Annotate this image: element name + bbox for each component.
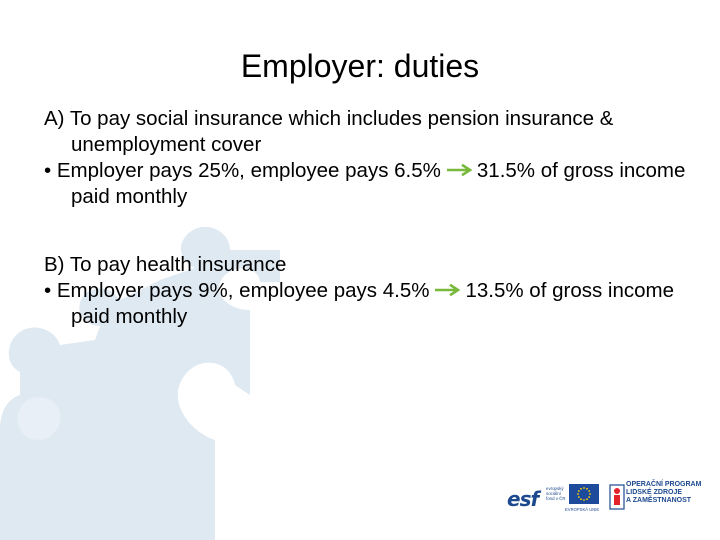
paragraph-a-text: A) To pay social insurance which includes pension insurance & unemployment cover: [44, 107, 614, 156]
spacer: [44, 210, 704, 252]
esf-subtext-line: sociální: [546, 491, 561, 496]
right-arrow-icon: [435, 284, 461, 296]
slide-body: [44, 106, 704, 330]
esf-logo-word: esf: [507, 487, 539, 511]
op-logo-line: OPERAČNÍ PROGRAM: [626, 481, 702, 488]
funding-logos: [506, 478, 720, 518]
paragraph-b: [44, 252, 704, 278]
slide-title: Employer: duties: [240, 48, 480, 84]
op-logo-line: A ZAMĚSTNANOST: [626, 497, 692, 504]
esf-logo-subtext: [546, 486, 566, 501]
eu-flag-icon: [569, 484, 599, 504]
paragraph-b-text: B) To pay health insurance: [44, 253, 287, 276]
esf-subtext-line: fond v ČR: [546, 496, 566, 501]
esf-logo: [506, 482, 568, 514]
bullet-a: [44, 158, 704, 210]
bullet-b: [44, 278, 704, 330]
eu-logo-text: EVROPSKÁ UNIE: [565, 507, 600, 512]
esf-subtext-line: evropský: [546, 486, 564, 491]
bullet-a-result: 31.5% of gross income paid monthly: [71, 159, 686, 208]
bullet-a-text: • Employer pays 25%, employee pays 6.5%: [44, 159, 441, 182]
paragraph-a: [44, 106, 704, 158]
op-logo-line: LIDSKÉ ZDROJE: [626, 489, 683, 496]
bullet-b-result: 13.5% of gross income paid monthly: [71, 279, 675, 328]
right-arrow-icon: [447, 164, 473, 176]
op-lzz-logo-icon: [609, 483, 625, 511]
op-lzz-logo-text: [626, 481, 701, 505]
bullet-b-text: • Employer pays 9%, employee pays 4.5%: [44, 279, 430, 302]
